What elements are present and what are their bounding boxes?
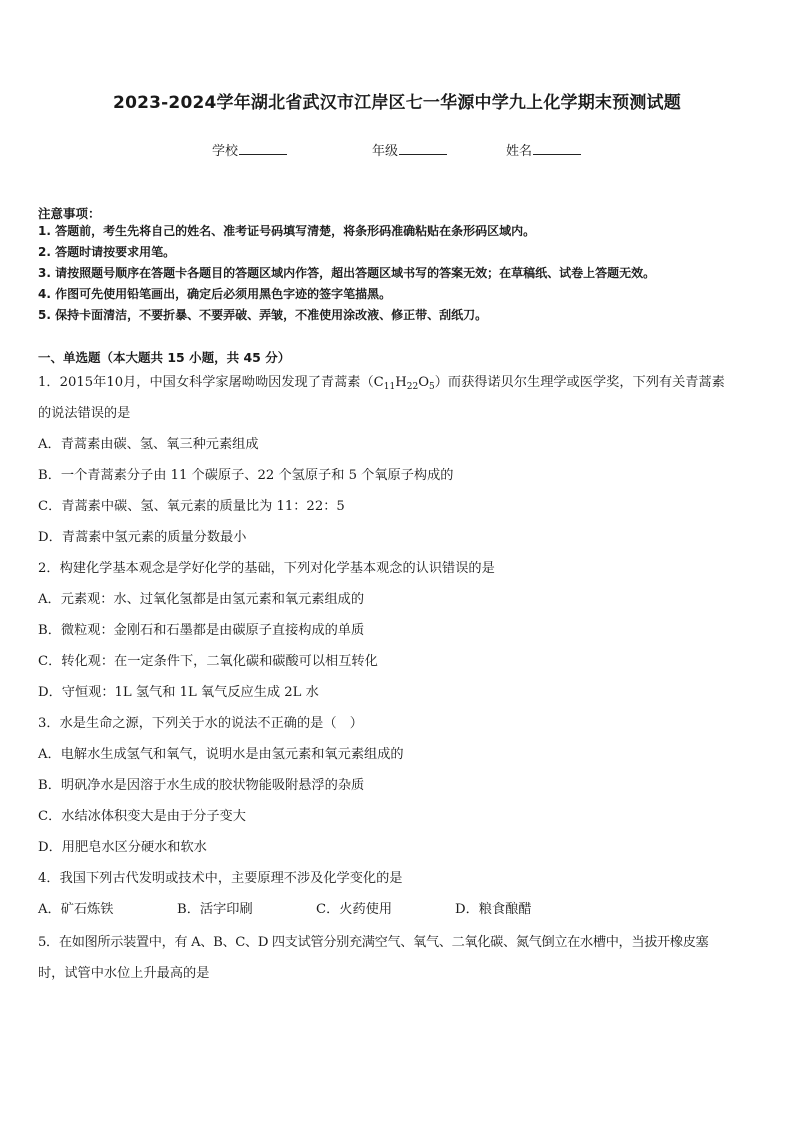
stem-text: H (395, 375, 407, 390)
name-label: 姓名 (506, 144, 533, 159)
option-a[interactable]: A．青蒿素由碳、氢、氧三种元素组成 (38, 437, 259, 452)
grade-label: 年级 (372, 144, 399, 159)
notes-heading: 注意事项： (38, 206, 101, 221)
question-1-stem-line2: 的说法错误的是 (38, 406, 131, 421)
note-item: 1. 答题前，考生先将自己的姓名、准考证号码填写清楚，将条形码准确粘贴在条形码区域内。 (38, 224, 536, 238)
option-b[interactable]: B．活字印刷 (177, 902, 253, 917)
question-4-options (38, 894, 760, 925)
option-a[interactable]: A．电解水生成氢气和氧气，说明水是由氢元素和氧元素组成的 (38, 747, 404, 762)
option-d[interactable]: D．粮食酿醋 (455, 902, 532, 917)
stem-text: 1．2015年10月，中国女科学家屠呦呦因发现了青蒿素（C (38, 375, 384, 390)
question-4 (38, 863, 760, 925)
note-item: 3. 请按照题号顺序在答题卡各题目的答题区域内作答，超出答题区域书写的答案无效；在草稿纸、试卷上答题无效。 (38, 266, 656, 280)
option-d[interactable]: D．用肥皂水区分硬水和软水 (38, 840, 207, 855)
stem-text: ）而获得诺贝尔生理学或医学奖，下列有关青蒿素 (434, 375, 725, 390)
question-5 (38, 927, 760, 989)
name-blank[interactable] (533, 141, 581, 155)
option-c[interactable]: C．转化观：在一定条件下，二氧化碳和碳酸可以相互转化 (38, 654, 378, 669)
notes-list (38, 223, 768, 328)
question-4-stem: 4．我国下列古代发明或技术中，主要原理不涉及化学变化的是 (38, 871, 403, 886)
option-c[interactable]: C．青蒿素中碳、氢、氧元素的质量比为 11：22：5 (38, 499, 345, 514)
note-item: 4. 作图可先使用铅笔画出，确定后必须用黑色字迹的签字笔描黑。 (38, 287, 392, 301)
grade-field[interactable] (372, 140, 447, 159)
question-2 (38, 553, 760, 708)
subscript: 22 (406, 382, 419, 392)
note-item: 5. 保持卡面清洁，不要折暴、不要弄破、弄皱，不准使用涂改液、修正带、刮纸刀。 (38, 308, 488, 322)
name-field[interactable] (506, 140, 581, 159)
option-a[interactable]: A．矿石炼铁 (38, 902, 114, 917)
question-1 (38, 367, 760, 553)
option-b[interactable]: B．微粒观：金刚石和石墨都是由碳原子直接构成的单质 (38, 623, 365, 638)
option-d[interactable]: D．守恒观：1L 氢气和 1L 氧气反应生成 2L 水 (38, 685, 319, 700)
section-heading: 一、单选题（本大题共 15 小题，共 45 分） (38, 350, 291, 365)
option-c[interactable]: C．火药使用 (316, 902, 393, 917)
option-b[interactable]: B．一个青蒿素分子由 11 个碳原子、22 个氢原子和 5 个氧原子构成的 (38, 468, 454, 483)
option-a[interactable]: A．元素观：水、过氧化氢都是由氢元素和氧元素组成的 (38, 592, 365, 607)
option-b[interactable]: B．明矾净水是因溶于水生成的胶状物能吸附悬浮的杂质 (38, 778, 365, 793)
question-5-stem: 5．在如图所示装置中，有 A、B、C、D 四支试管分别充满空气、氧气、二氧化碳、氮气倒立在水槽中，当拔开橡皮塞 (38, 935, 709, 950)
question-3-stem: 3．水是生命之源，下列关于水的说法不正确的是（ ） (38, 716, 363, 731)
exam-title: 2023-2024学年湖北省武汉市江岸区七一华源中学九上化学期末预测试题 (113, 93, 681, 113)
question-2-stem: 2．构建化学基本观念是学好化学的基础，下列对化学基本观念的认识错误的是 (38, 561, 495, 576)
option-d[interactable]: D．青蒿素中氢元素的质量分数最小 (38, 530, 247, 545)
subscript: 5 (429, 382, 435, 392)
note-item: 2. 答题时请按要求用笔。 (38, 245, 176, 259)
grade-blank[interactable] (399, 141, 447, 155)
question-3 (38, 708, 760, 863)
school-label: 学校 (212, 144, 239, 159)
subscript: 11 (383, 382, 396, 392)
option-c[interactable]: C．水结冰体积变大是由于分子变大 (38, 809, 246, 824)
school-blank[interactable] (239, 141, 287, 155)
question-1-stem (38, 367, 760, 398)
question-5-stem-line2: 时，试管中水位上升最高的是 (38, 966, 210, 981)
school-field[interactable] (212, 140, 287, 159)
stem-text: O (418, 375, 429, 390)
